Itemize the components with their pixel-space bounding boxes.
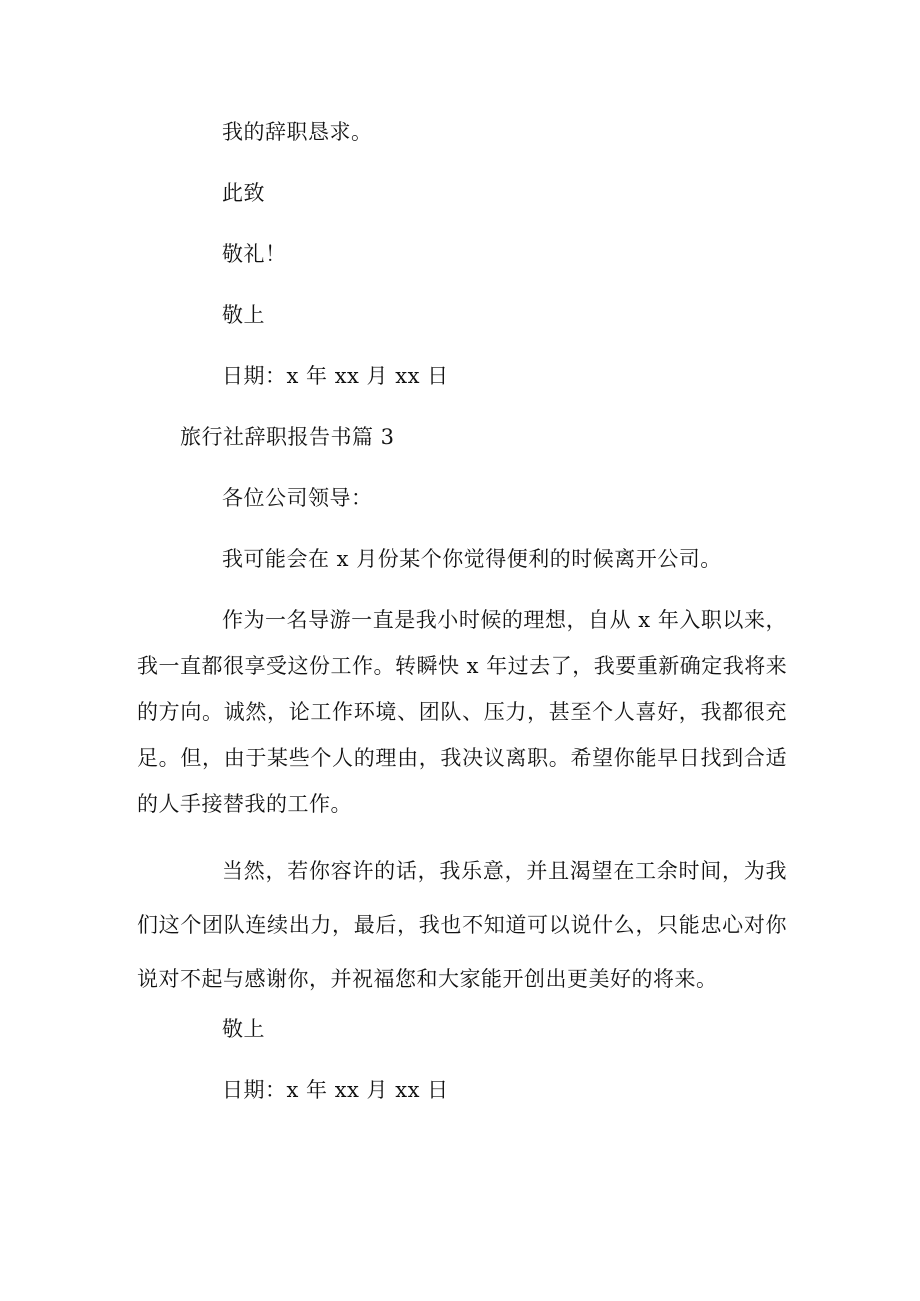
- paragraph-line: 我一直都很享受这份工作。转瞬快 x 年过去了，我要重新确定我将来: [137, 654, 788, 678]
- body-paragraph-1: [137, 604, 787, 820]
- date-text: 日期：x 年 xx 月 xx 日: [222, 1078, 449, 1102]
- signoff-text: 敬上: [222, 303, 265, 327]
- greeting-text: 各位公司领导：: [222, 486, 373, 510]
- paragraph-line: 说对不起与感谢你，并祝福您和大家能开创出更美好的将来。: [137, 967, 718, 991]
- salutation-respect-text: 敬礼！: [222, 242, 287, 266]
- section-title: 旅行社辞职报告书篇 3: [180, 425, 395, 449]
- date-text: 日期：x 年 xx 月 xx 日: [222, 364, 449, 388]
- paragraph-line: 们这个团队连续出力，最后，我也不知道可以说什么，只能忠心对你: [137, 913, 787, 937]
- signoff-text: 敬上: [222, 1017, 265, 1041]
- paragraph-line: 作为一名导游一直是我小时候的理想，自从 x 年入职以来，: [222, 608, 787, 632]
- intro-paragraph: 我可能会在 x 月份某个你觉得便利的时候离开公司。: [222, 547, 722, 571]
- paragraph-line: 当然，若你容许的话，我乐意，并且渴望在工余时间，为我: [222, 859, 787, 883]
- paragraph-line: 的人手接替我的工作。: [137, 792, 352, 816]
- closing-request-text: 我的辞职恳求。: [222, 120, 373, 144]
- body-paragraph-2: [137, 855, 787, 995]
- paragraph-line: 足。但，由于某些个人的理由，我决议离职。希望你能早日找到合适: [137, 746, 787, 770]
- salutation-text: 此致: [222, 181, 265, 205]
- paragraph-line: 的方向。诚然，论工作环境、团队、压力，甚至个人喜好，我都很充: [137, 700, 787, 724]
